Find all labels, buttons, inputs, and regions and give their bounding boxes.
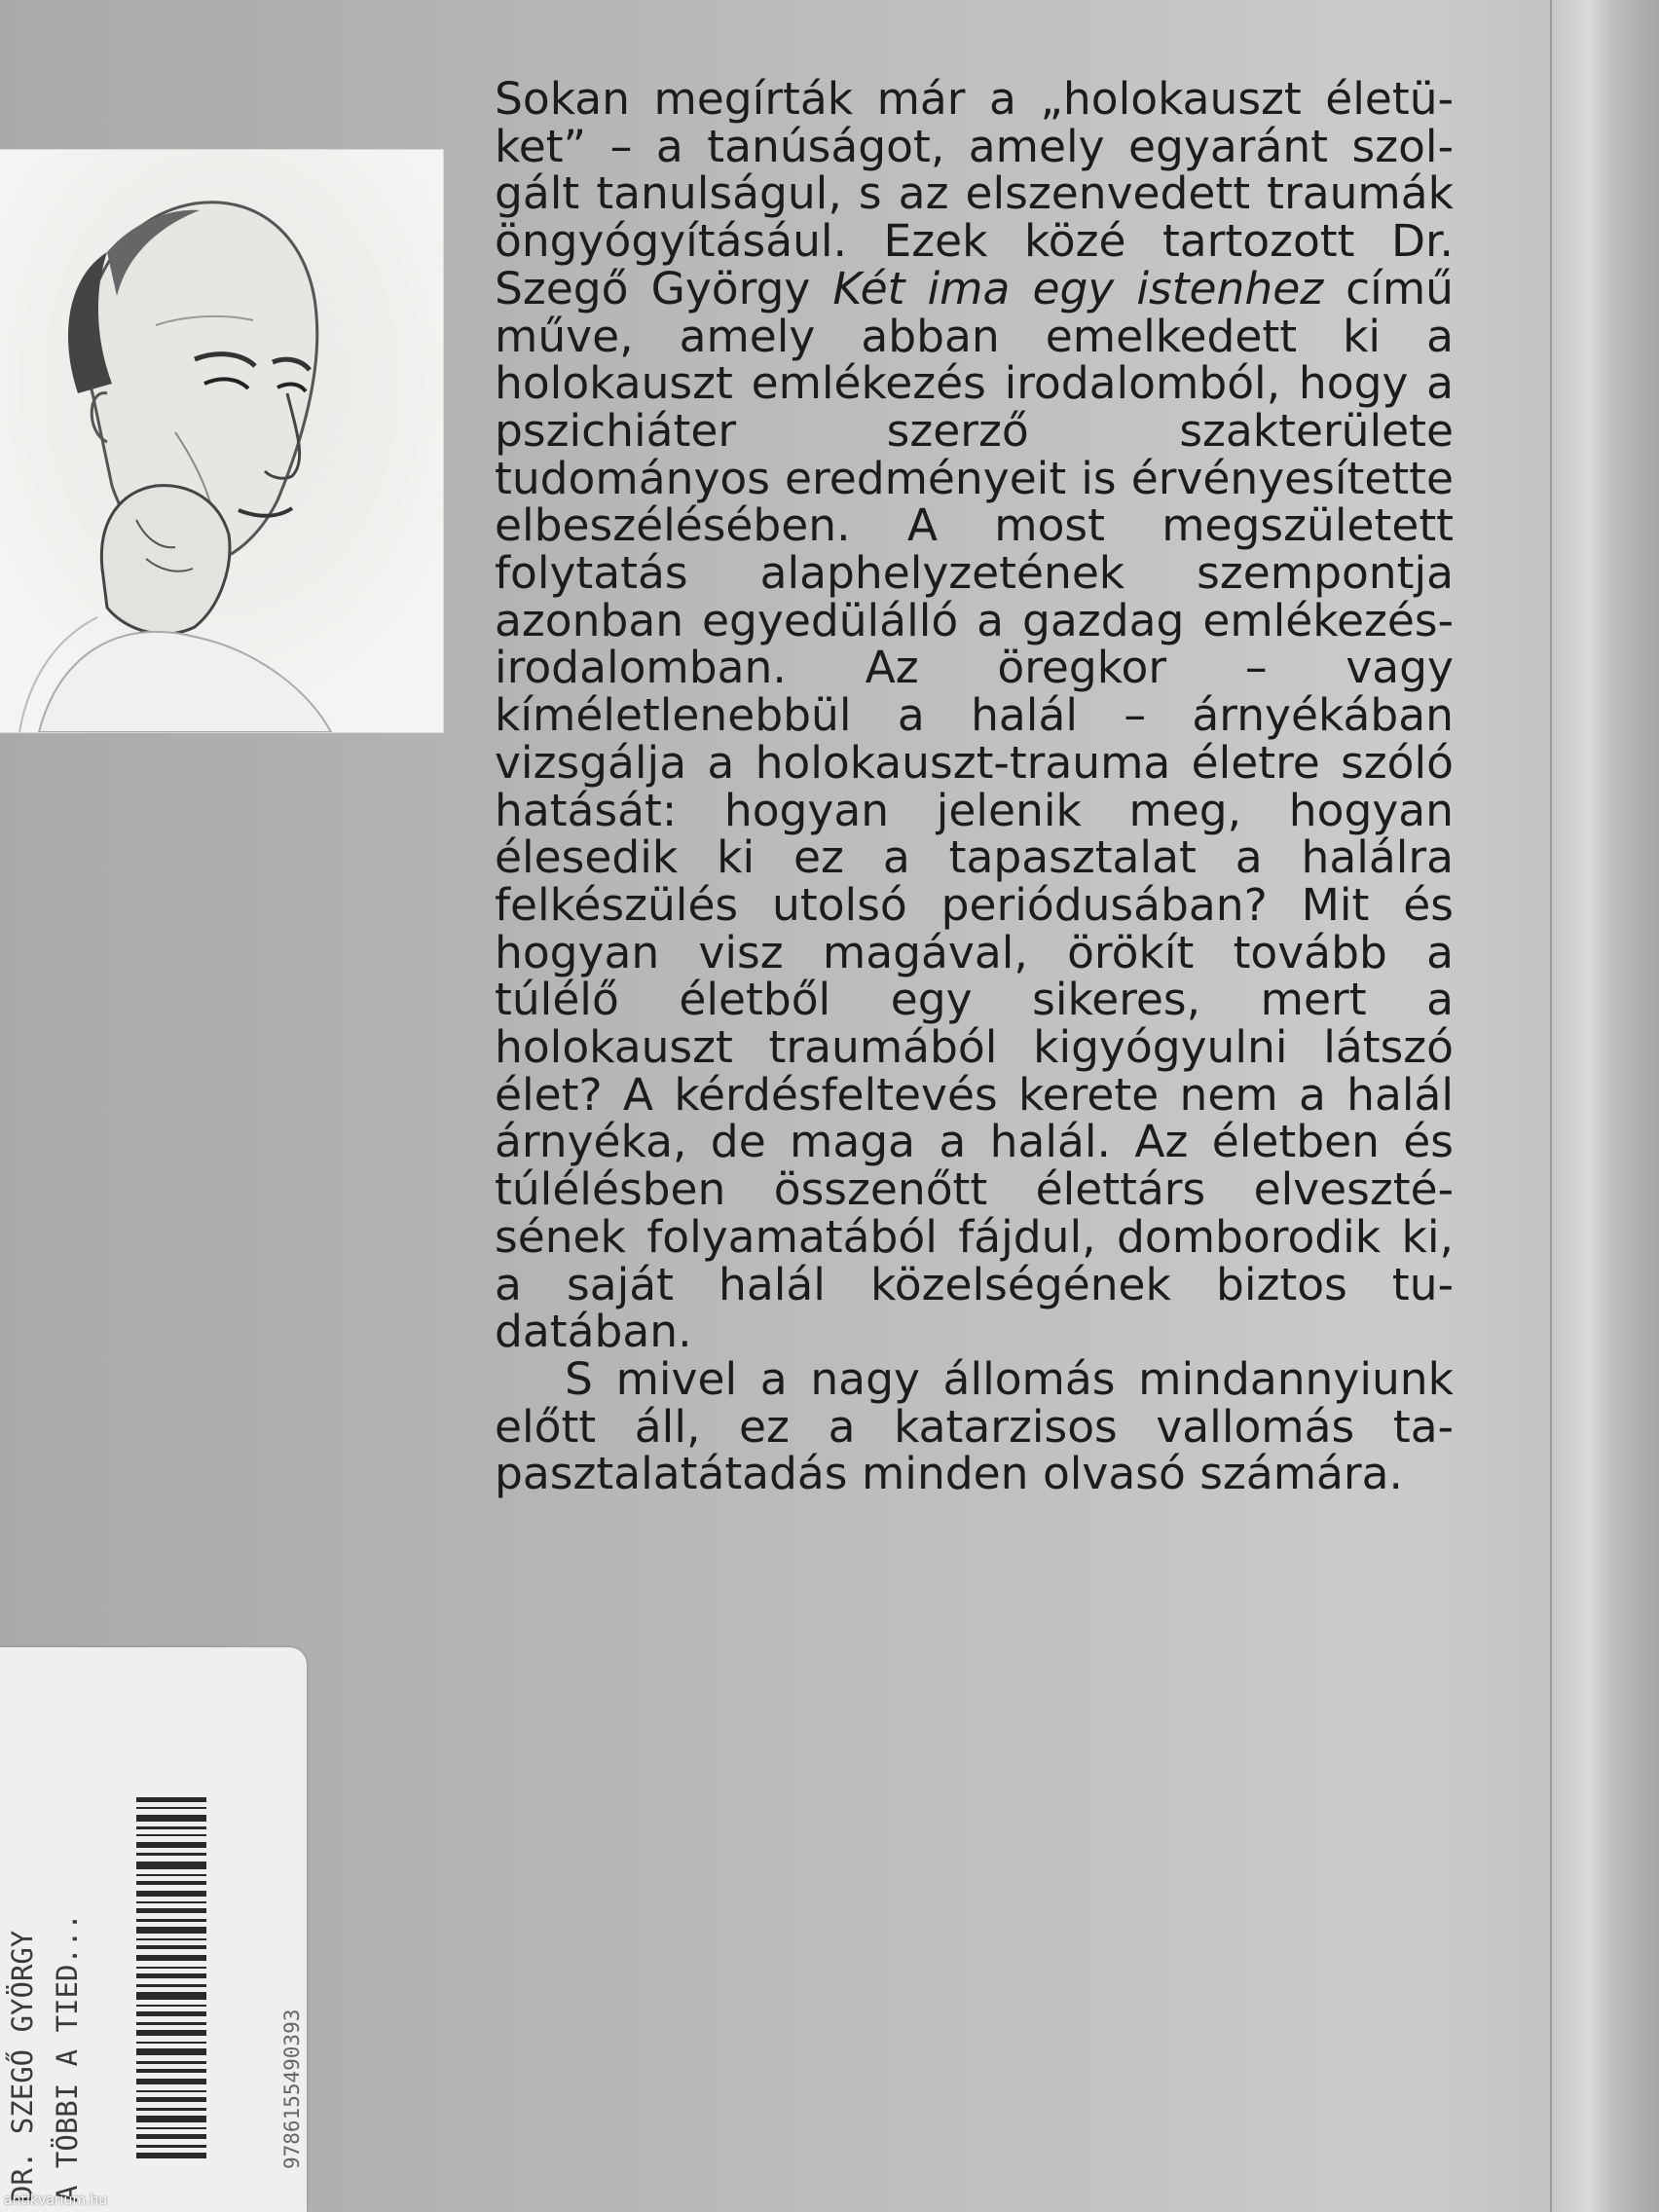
author-portrait-sketch-icon bbox=[0, 150, 443, 732]
author-portrait bbox=[0, 149, 444, 733]
sticker-author-line: DR. SZEGŐ GYÖRGY bbox=[6, 1930, 39, 2202]
sticker-title-line: A TÖBBI A TIED... bbox=[51, 1913, 84, 2202]
barcode-number: 9786155490393 bbox=[280, 2009, 304, 2169]
book-spine-edge bbox=[1550, 0, 1659, 2212]
blurb-paragraph-2: S mivel a nagy állomás mindannyiunk előtt áll, ez a katarzisos vallomás tapasztalatátadás minden olvasó számára. bbox=[495, 1352, 1454, 1500]
back-cover-blurb bbox=[495, 73, 1454, 1500]
blurb-text-part-1: Sokan megírták már a „holokauszt életüket” – a tanúságot, amely egyaránt szolgált tanulságul, s az elszenvedett traumák öngyógyításául. Ezek közé tartozott Dr. Szegő György bbox=[495, 73, 1454, 314]
book-title-reference: Két ima egy istenhez bbox=[832, 262, 1324, 314]
watermark: antikvarium.hu bbox=[4, 2193, 108, 2208]
blurb-paragraph-1 bbox=[495, 73, 1454, 1358]
blurb-text-part-2: című műve, amely abban emelkedett ki a holokauszt emlékezés irodalomból, hogy a pszichiáter szerző szakterülete tudományos eredményeit is érvényesítette elbeszélésében. A most megszületett folytatás alaphelyzetének szempontja azonban egyedülálló a gazdag emlékezés-irodalomban. Az öregkor – vagy kíméletlenebbül a halál – árnyékában vizsgálja a holokauszt-trauma életre szóló hatását: hogyan jelenik meg, hogyan élesedik ki ez a tapasztalat a halálra felkészülés utolsó periódusában? Mit és hogyan visz magával, örökít tovább a túlélő életből egy sikeres, mert a holokauszt traumából kigyógyulni látszó élet? A kérdésfeltevés kerete nem a halál árnyéka, de maga a halál. Az életben és túlélésben összenőtt élettárs elvesztésének folyamatából fájdul, domborodik ki, a saját halál közelségének biztos tudatában. bbox=[495, 262, 1454, 1358]
barcode-icon bbox=[136, 1793, 206, 2163]
